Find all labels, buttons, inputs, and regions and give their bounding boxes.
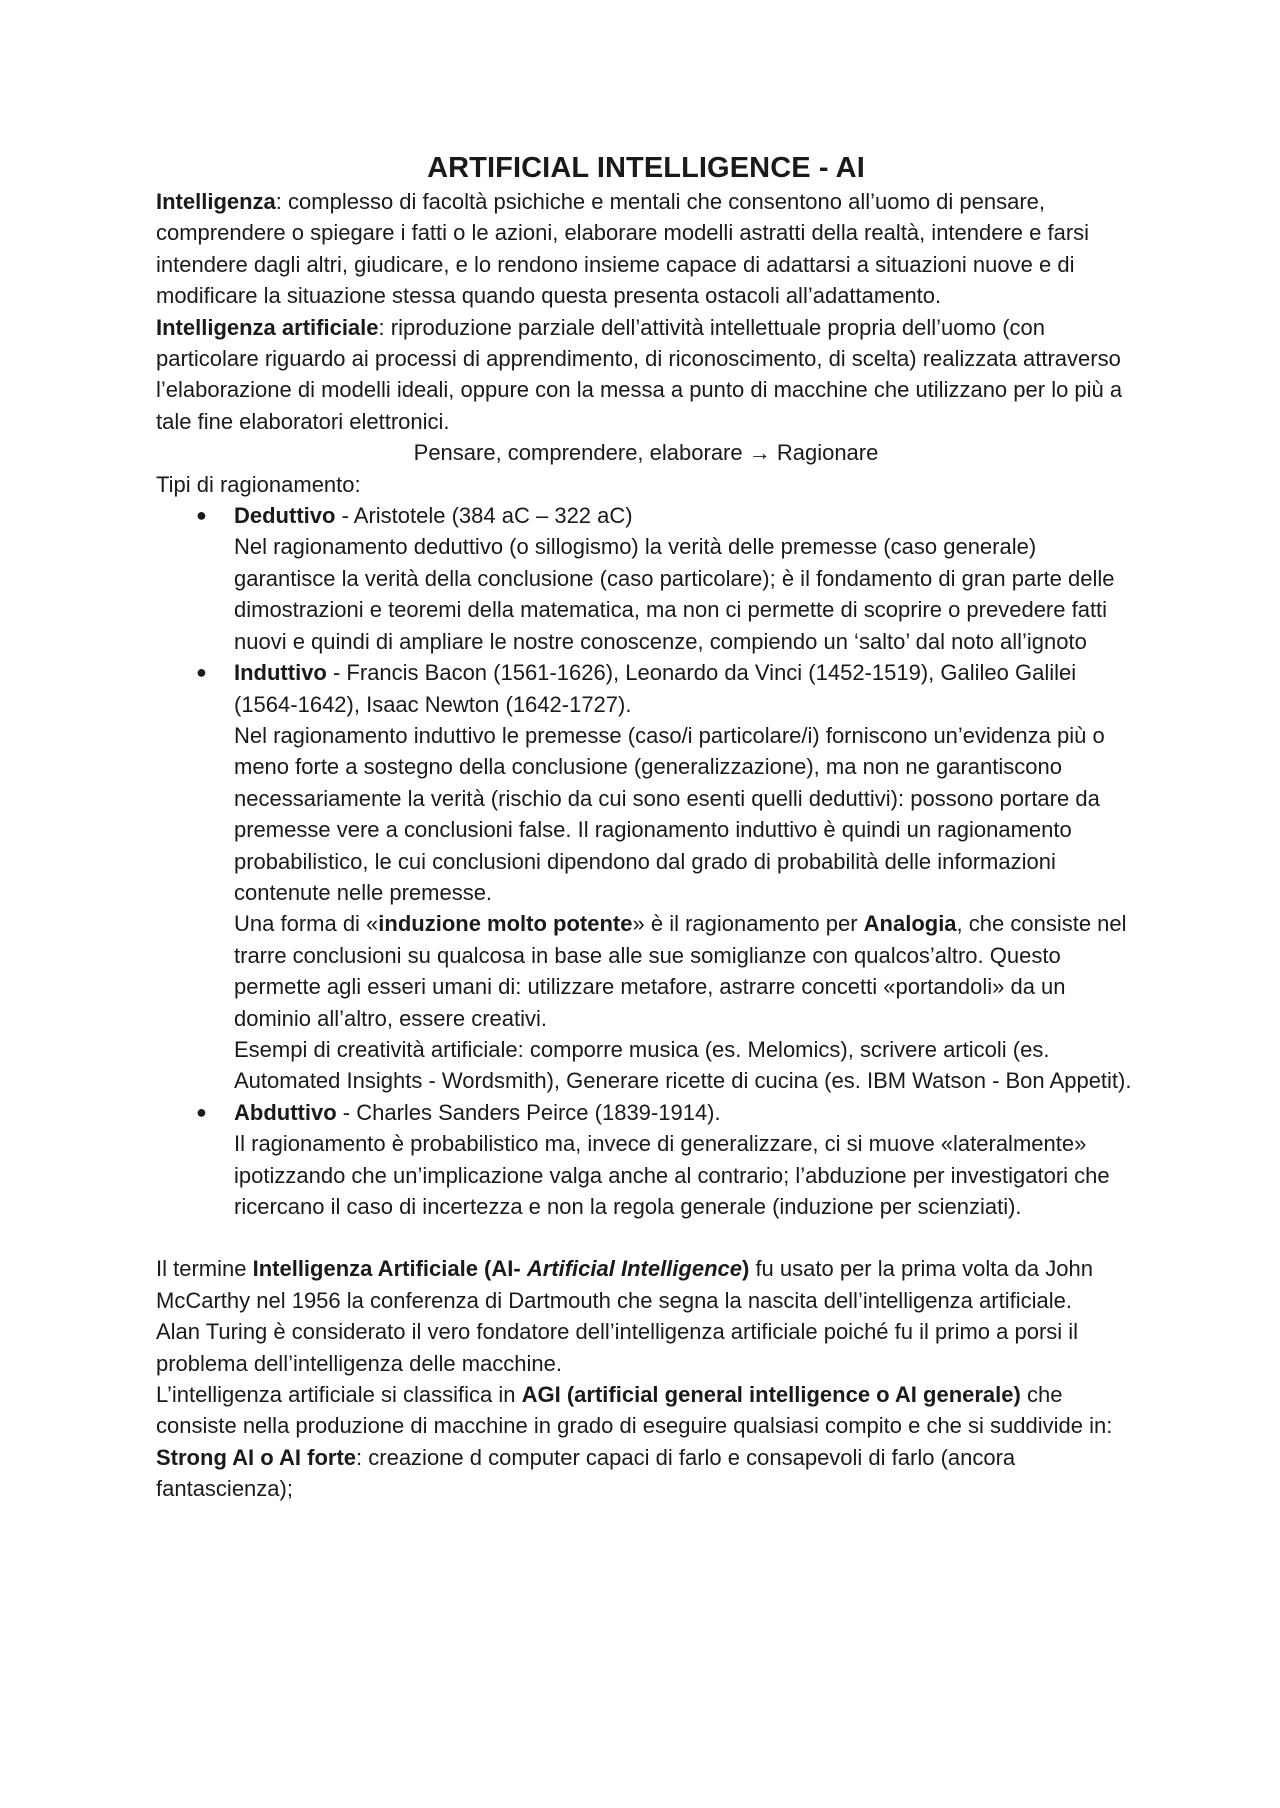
term-abduttivo: Abduttivo (234, 1099, 337, 1125)
types-heading: Tipi di ragionamento: (156, 471, 361, 497)
definition-intelligenza: Intelligenza: complesso di facoltà psichiche e mentali che consentono all’uomo di pensare, comprendere o spiegare i fatti o le azioni, elaborare modelli astratti della realtà, intendere e farsi intendere dagli altri, giudicare, e lo rendono insieme capace di adattarsi a situazioni nuove e di modificare la situazione stessa quando questa presenta ostacoli all’adattamento. (156, 189, 1090, 309)
bullet-icon: ● (196, 1101, 207, 1122)
history-paragraph-2: Alan Turing è considerato il vero fondatore dell’intelligenza artificiale poiché fu il primo a porsi il problema dell’intelligenza delle macchine. (156, 1319, 1079, 1376)
document-page (156, 150, 1136, 1505)
analogy-paragraph: Una forma di «induzione molto potente» è il ragionamento per Analogia, che consiste nel trarre conclusioni su qualcosa in base alle sue somiglianze con qualcos’altro. Questo permette agli esseri umani di: utilizzare metafore, astrarre concetti «portandoli» da un dominio all’altro, essere creativi. (234, 911, 1127, 1031)
definition-intelligenza-artificiale: Intelligenza artificiale: riproduzione parziale dell’attività intellettuale propria dell’uomo (con particolare riguardo ai processi di apprendimento, di riconoscimento, di scelta) realizzata attraverso l’elaborazione di modelli ideali, oppure con la messa a punto di macchine che utilizzano per lo più a tale fine elaboratori elettronici. (156, 314, 1123, 434)
induttivo-body: Nel ragionamento induttivo le premesse (caso/i particolare/i) forniscono un’evidenza più o meno forte a sostegno della conclusione (generalizzazione), ma non ne garantiscono necessariamente la verità (rischio da cui sono esenti quelli deduttivi): possono portare da premesse vere a conclusioni false. Il ragionamento induttivo è quindi un ragionamento probabilistico, le cui conclusioni dipendono dal grado di probabilità delle informazioni contenute nelle premesse. (234, 722, 1105, 905)
spacer (156, 1222, 1136, 1253)
term-deduttivo: Deduttivo (234, 503, 336, 529)
reasoning-list (156, 500, 1136, 1222)
history-paragraph-3: L’intelligenza artificiale si classifica in AGI (artificial general intelligence o AI generale) che consiste nella produzione di macchine in grado di eseguire qualsiasi compito e che si suddivide in: Strong AI o AI forte: creazione d computer capaci di farlo e consapevoli di farlo (ancora fantascienza); (156, 1382, 1113, 1502)
list-item-deduttivo: ● Deduttivo - Aristotele (384 aC – 322 aC) Nel ragionamento deduttivo (o sillogismo) la verità delle premesse (caso generale) garantisce la verità della conclusione (caso particolare); è il fondamento di gran parte delle dimostrazioni e teoremi della matematica, ma non ci permette di scoprire o prevedere fatti nuovi e quindi di ampliare le nostre conoscenze, compiendo un ‘salto’ dal noto all’ignoto (156, 500, 1136, 657)
term-intelligenza: Intelligenza (156, 189, 276, 214)
creativity-examples: Esempi di creatività artificiale: comporre musica (es. Melomics), scrivere articoli (es. Automated Insights - Wordsmith), Generare ricette di cucina (es. IBM Watson - Bon Appetit). (234, 1036, 1132, 1094)
deduttivo-body: Nel ragionamento deduttivo (o sillogismo) la verità delle premesse (caso generale) garantisce la verità della conclusione (caso particolare); è il fondamento di gran parte delle dimostrazioni e teoremi della matematica, ma non ci permette di scoprire o prevedere fatti nuovi e quindi di ampliare le nostre conoscenze, compiendo un ‘salto’ dal noto all’ignoto (234, 534, 1115, 654)
term-intelligenza-artificiale: Intelligenza artificiale (156, 314, 379, 340)
page-title: ARTIFICIAL INTELLIGENCE - AI (427, 152, 865, 184)
list-item-abduttivo: ● Abduttivo - Charles Sanders Peirce (1839-1914). Il ragionamento è probabilistico ma, invece di generalizzare, ci si muove «lateralmente» ipotizzando che un’implicazione valga anche al contrario; l’abduzione per investigatori che ricercano il caso di incertezza e non la regola generale (induzione per scienziati). (156, 1097, 1136, 1223)
summary-line: Pensare, comprendere, elaborare → Ragionare (413, 440, 879, 466)
bullet-icon: ● (196, 505, 207, 526)
bullet-icon: ● (196, 662, 207, 683)
term-induttivo: Induttivo (234, 660, 327, 686)
abduttivo-body: Il ragionamento è probabilistico ma, invece di generalizzare, ci si muove «lateralmente» ipotizzando che un’implicazione valga anche al contrario; l’abduzione per investigatori che ricercano il caso di incertezza e non la regola generale (induzione per scienziati). (234, 1131, 1110, 1219)
list-item-induttivo: ● Induttivo - Francis Bacon (1561-1626), Leonardo da Vinci (1452-1519), Galileo Galilei (1564-1642), Isaac Newton (1642-1727). Nel ragionamento induttivo le premesse (caso/i particolare/i) forniscono un’evidenza più o meno forte a sostegno della conclusione (generalizzazione), ma non ne garantiscono necessariamente la verità (rischio da cui sono esenti quelli deduttivi): possono portare da premesse vere a conclusioni false. Il ragionamento induttivo è quindi un ragionamento probabilistico, le cui conclusioni dipendono dal grado di probabilità delle informazioni contenute nelle premesse. Una forma di «induzione molto potente» è il ragionamento per Analogia, che consiste nel trarre conclusioni su qualcosa in base alle sue somiglianze con qualcos’altro. Questo permette agli esseri umani di: utilizzare metafore, astrarre concetti «portandoli» da un dominio all’altro, essere creativi. Esempi di creatività artificiale: comporre musica (es. Melomics), scrivere articoli (es. Automated Insights - Wordsmith), Generare ricette di cucina (es. IBM Watson - Bon Appetit). (156, 657, 1136, 1097)
history-paragraph-1: Il termine Intelligenza Artificiale (AI- Artificial Intelligence) fu usato per la prima volta da John McCarthy nel 1956 la conferenza di Dartmouth che segna la nascita dell’intelligenza artificiale. (156, 1256, 1093, 1313)
